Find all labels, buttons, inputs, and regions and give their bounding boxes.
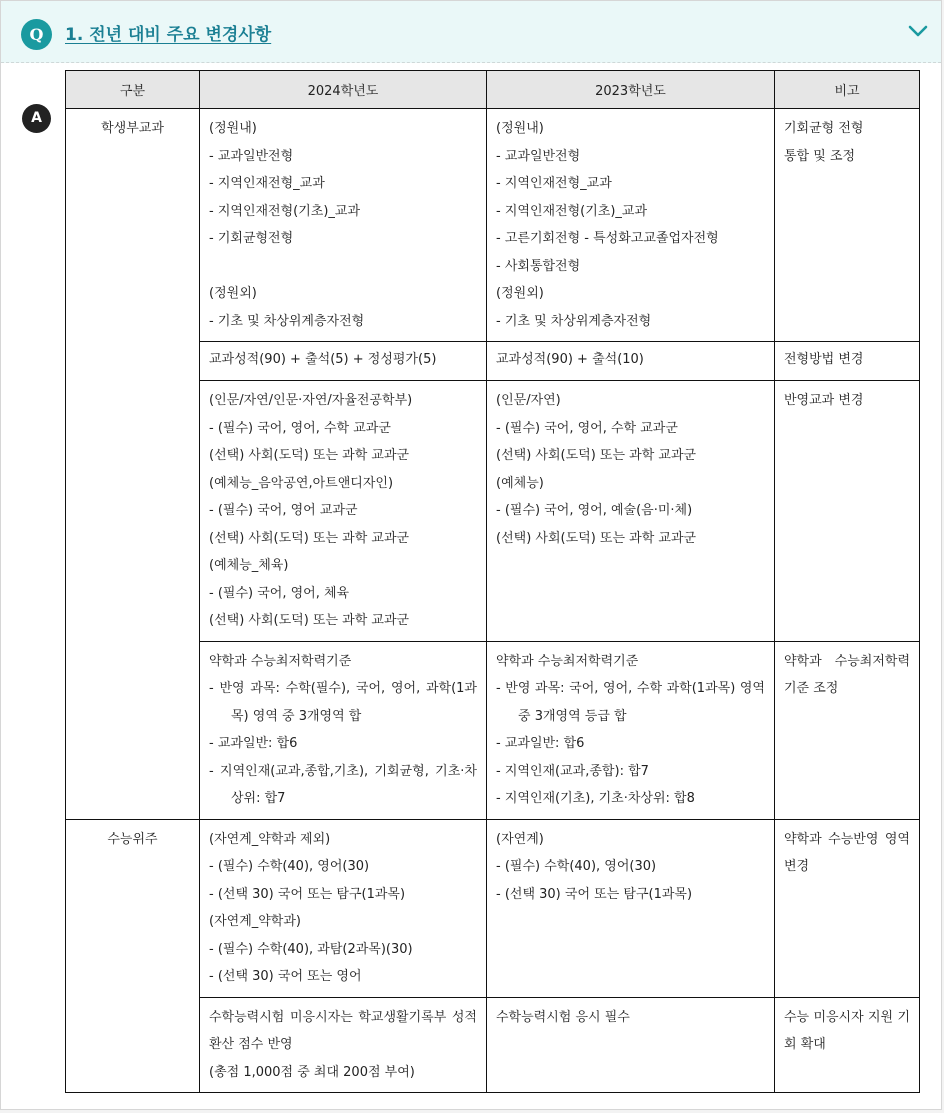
cell-line: - (필수) 국어, 영어, 수학 교과군 [496, 420, 678, 436]
cell-line: - (필수) 국어, 영어, 예술(음·미·체) [496, 503, 693, 518]
cell-line: (예체능_음악공연,아트앤디자인) [209, 475, 394, 491]
cell-line: 반영교과 변경 [784, 393, 864, 408]
cell-line: (선택) 사회(도덕) 또는 과학 교과군 [496, 448, 697, 463]
cell-line: - 지역인재(교과,종합): 합7 [496, 763, 649, 779]
cell-line: (자연계_약학과) [209, 914, 301, 929]
cell-line: - 교과일반전형 [496, 148, 581, 164]
cell-line: 약학과 수능반영 영역 변경 [784, 831, 915, 874]
header-2024: 2024학년도 [200, 71, 487, 109]
question-title[interactable]: 1. 전년 대비 주요 변경사항 [65, 25, 272, 45]
cell-note [775, 997, 920, 1093]
cell-line: 약학과 수능최저학력기준 [496, 653, 639, 669]
question-badge: Q [21, 19, 52, 50]
table-row [66, 819, 920, 997]
cell-line: - 지역인재전형(기초)_교과 [496, 203, 648, 219]
answer-badge: A [22, 104, 51, 133]
cell-line: (총점 1,000점 중 최대 200점 부여) [209, 1064, 415, 1080]
table-header-row [66, 71, 920, 109]
cell-line: 수능 미응시자 지원 기회 확대 [784, 1009, 910, 1052]
cell-line: - 지역인재(기초), 기초·차상위: 합8 [496, 791, 695, 806]
cell-line: - (필수) 수학(40), 영어(30) [496, 859, 657, 874]
cell-line: - 기초 및 차상위계층자전형 [209, 313, 365, 329]
cell-line: 교과성적(90) + 출석(10) [496, 352, 644, 367]
cell-2023 [487, 381, 775, 642]
cell-line: - 교과일반: 합6 [209, 736, 298, 751]
cell-2024 [200, 109, 487, 342]
cell-line: (인문/자연/인문·자연/자율전공학부) [209, 393, 413, 408]
cell-line: (선택) 사회(도덕) 또는 과학 교과군 [209, 613, 410, 628]
cell-note [775, 381, 920, 642]
cell-2024 [200, 342, 487, 381]
cell-line: 통합 및 조정 [784, 148, 856, 164]
table-row [66, 109, 920, 342]
cell-line: (예체능_체육) [209, 558, 289, 573]
cell-2024 [200, 641, 487, 819]
cell-note [775, 819, 920, 997]
cell-2023 [487, 641, 775, 819]
category-cell: 학생부교과 [66, 109, 200, 820]
cell-line: 교과성적(90) + 출석(5) + 정성평가(5) [209, 352, 437, 367]
cell-note [775, 342, 920, 381]
cell-line: (선택) 사회(도덕) 또는 과학 교과군 [496, 530, 697, 546]
cell-line: (인문/자연) [496, 393, 561, 408]
cell-line: 약학과 수능최저학력기준 조정 [784, 653, 910, 696]
cell-line: - 기회균형전형 [209, 231, 294, 246]
cell-line: - 지역인재전형(기초)_교과 [209, 203, 361, 219]
question-header[interactable] [1, 1, 941, 63]
cell-2023 [487, 997, 775, 1093]
cell-line: - (선택 30) 국어 또는 탐구(1과목) [209, 886, 406, 902]
cell-line: - 지역인재전형_교과 [496, 176, 612, 191]
category-cell: 수능위주 [66, 819, 200, 1093]
cell-2024 [200, 997, 487, 1093]
cell-line: - 사회통합전형 [496, 258, 581, 274]
cell-line: 약학과 수능최저학력기준 [209, 653, 352, 669]
cell-line: - 지역인재전형_교과 [209, 176, 325, 191]
cell-line: - (필수) 국어, 영어, 수학 교과군 [209, 420, 391, 436]
cell-line: - 교과일반: 합6 [496, 736, 585, 751]
cell-line: - 고른기회전형 - 특성화고교졸업자전형 [496, 231, 719, 246]
cell-line: (선택) 사회(도덕) 또는 과학 교과군 [209, 448, 410, 463]
cell-note [775, 109, 920, 342]
chevron-down-icon[interactable] [907, 22, 929, 40]
cell-2024 [200, 381, 487, 642]
cell-line: 기회균형 전형 [784, 121, 864, 136]
cell-line: - 교과일반전형 [209, 148, 294, 164]
cell-line: (정원내) [496, 121, 544, 136]
cell-line: - (필수) 수학(40), 영어(30) [209, 859, 370, 874]
cell-note [775, 641, 920, 819]
cell-line: - 기초 및 차상위계층자전형 [496, 313, 652, 329]
cell-line: (예체능) [496, 475, 544, 491]
cell-line: (자연계) [496, 831, 544, 847]
cell-line: - 지역인재(교과,종합,기초), 기회균형, 기초·차상위: 합7 [209, 763, 477, 806]
header-note: 비고 [775, 71, 920, 109]
cell-line: (정원외) [496, 286, 544, 301]
cell-line: 전형방법 변경 [784, 352, 864, 367]
cell-line: (정원외) [209, 286, 257, 301]
cell-line: - 반영 과목: 수학(필수), 국어, 영어, 과학(1과목) 영역 중 3개영역 합 [209, 681, 477, 724]
cell-line: - (필수) 국어, 영어 교과군 [209, 503, 358, 518]
cell-line: - (필수) 수학(40), 과탐(2과목)(30) [209, 941, 413, 957]
cell-line: 수학능력시험 응시 필수 [496, 1009, 630, 1025]
cell-line: 수학능력시험 미응시자는 학교생활기록부 성적 환산 점수 반영 [209, 1009, 482, 1052]
blank-line [209, 253, 477, 281]
comparison-table [65, 70, 920, 1093]
cell-line: (자연계_약학과 제외) [209, 831, 331, 847]
cell-line: (선택) 사회(도덕) 또는 과학 교과군 [209, 530, 410, 546]
cell-line: - (선택 30) 국어 또는 탐구(1과목) [496, 886, 693, 902]
header-2023: 2023학년도 [487, 71, 775, 109]
cell-line: (정원내) [209, 121, 257, 136]
header-category: 구분 [66, 71, 200, 109]
cell-line: - (선택 30) 국어 또는 영어 [209, 969, 362, 984]
cell-2024 [200, 819, 487, 997]
cell-2023 [487, 109, 775, 342]
cell-line: - 반영 과목: 국어, 영어, 수학 과학(1과목) 영역 중 3개영역 등급 합 [496, 681, 765, 724]
cell-2023 [487, 819, 775, 997]
cell-line: - (필수) 국어, 영어, 체육 [209, 585, 350, 601]
cell-2023 [487, 342, 775, 381]
